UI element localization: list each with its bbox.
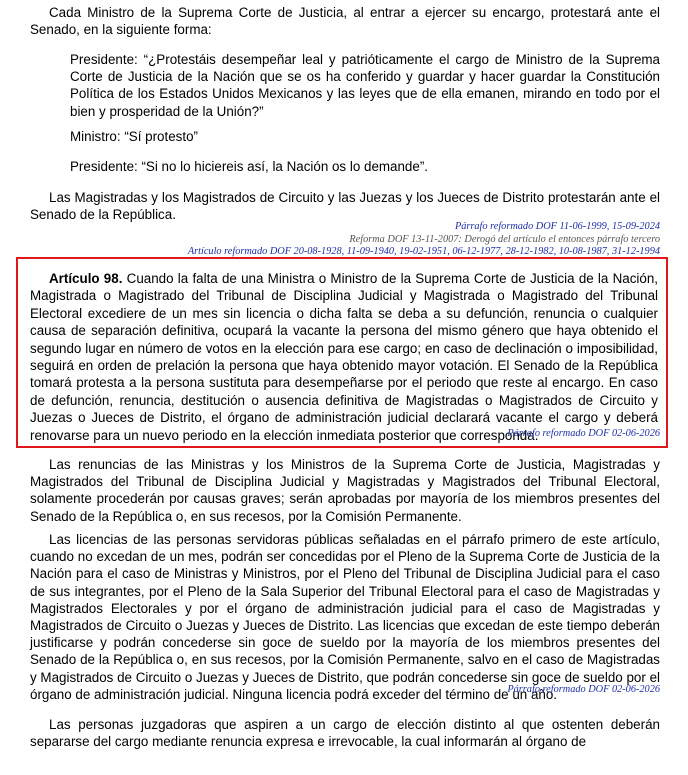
paragraph-minister-answer: Ministro: “Sí protesto”: [70, 129, 198, 144]
licenses-reform-note: Párrafo reformado DOF 02-06-2026: [507, 684, 660, 695]
paragraph-president-reply: Presidente: “Si no lo hiciereis así, la Nación os lo demande”.: [70, 159, 429, 174]
paragraph-resignations: Las renuncias de las Ministras y los Ministros de la Suprema Corte de Justicia, Magistradas y Magistrados del Tribunal de Disciplina Judicial y Magistradas y Magistrados del Tribunal Electoral, solamente procederán por causas graves; serán aprobadas por mayoría de los miembros presentes del Senado de la República o, en sus recesos, por la Comisión Permanente.: [30, 457, 660, 524]
paragraph-judges-separation: Las personas juzgadoras que aspiren a un cargo de elección distinto al que ostenten deberán separarse del cargo mediante renuncia expresa e irrevocable, la cual informarán al órgano de: [30, 717, 660, 750]
paragraph-protest-intro: Cada Ministro de la Suprema Corte de Justicia, al entrar a ejercer su encargo, protestará ante el Senado, en la siguiente forma:: [30, 5, 660, 38]
reform-note: Párrafo reformado DOF 11-06-1999, 15-09-2024: [454, 221, 660, 232]
paragraph-magistrates-protest: Las Magistradas y los Magistrados de Circuito y las Juezas y los Jueces de Distrito protestarán ante el Senado de la República.: [30, 190, 660, 223]
derogation-note: Reforma DOF 13-11-2007: Derogó del artículo el entonces párrafo tercero: [349, 234, 660, 245]
article-reform-note: Artículo reformado DOF 20-08-1928, 11-09-1940, 19-02-1951, 06-12-1977, 28-12-1982, 10-08-1987, 31-12-1994: [187, 246, 660, 257]
paragraph-licenses: Las licencias de las personas servidoras públicas señaladas en el párrafo primero de este artículo, cuando no excedan de un mes, podrán ser concedidas por el Pleno de la Suprema Corte de Justicia de la Nación para el caso de Ministras y Ministros, por el Pleno del Tribunal de Disciplina Judicial para el caso de sus integrantes, por el Pleno de la Sala Superior del Tribunal Electoral para el caso de Magistradas y Magistrados Electorales y por el órgano de administración judicial para el caso de Magistradas y Magistrados de Circuito o Juezas y Jueces de Distrito. Las licencias que excedan de este tiempo deberán justificarse y podrán concederse sin goce de sueldo por la mayoría de los miembros presentes del Senado de la República o, en sus recesos, por la Comisión Permanente, salvo en el caso de Magistradas y Magistrados de Circuito o Juezas y Jueces de Distrito, que podrán concederse sin goce de sueldo por el órgano de administración judicial. Ninguna licencia podrá exceder del término de un año.: [30, 532, 660, 702]
article-98-reform-note: Párrafo reformado DOF 02-06-2026: [507, 428, 660, 439]
article-98-paragraph: [30, 270, 658, 444]
article-98-body: Cuando la falta de una Ministra o Ministro de la Suprema Corte de Justicia de la Nación, Magistrada o Magistrado del Tribunal de Disciplina Judicial y Magistrada o Magistrado del Tribunal Electoral excediere de un mes sin licencia o dicha falta se deba a su defunción, renuncia o cualquier causa de separación definitiva, ocupará la vacante la persona del mismo género que haya obtenido el segundo lugar en número de votos en la elección para ese cargo; en caso de declinación o imposibilidad, seguirá en orden de prelación la persona que haya obtenido mayor votación. El Senado de la República tomará protesta a la persona sustituta para desempeñarse por el periodo que reste al encargo. En caso de defunción, renuncia, destitución o ausencia definitiva de Magistradas o Magistrados de Circuito y Juezas o Jueces de Distrito, el órgano de administración judicial declarará vacante el cargo y deberá renovarse para un nuevo periodo en la elección inmediata posterior que corresponda.: [30, 271, 658, 443]
article-98-title: Artículo 98.: [49, 271, 123, 286]
paragraph-president-question: Presidente: “¿Protestáis desempeñar leal y patrióticamente el cargo de Ministro de la Suprema Corte de Justicia de la Nación que se os ha conferido y guardar y hacer guardar la Constitución Política de los Estados Unidos Mexicanos y las leyes que de ella emanen, mirando en todo por el bien y prosperidad de la Unión?”: [70, 52, 660, 119]
